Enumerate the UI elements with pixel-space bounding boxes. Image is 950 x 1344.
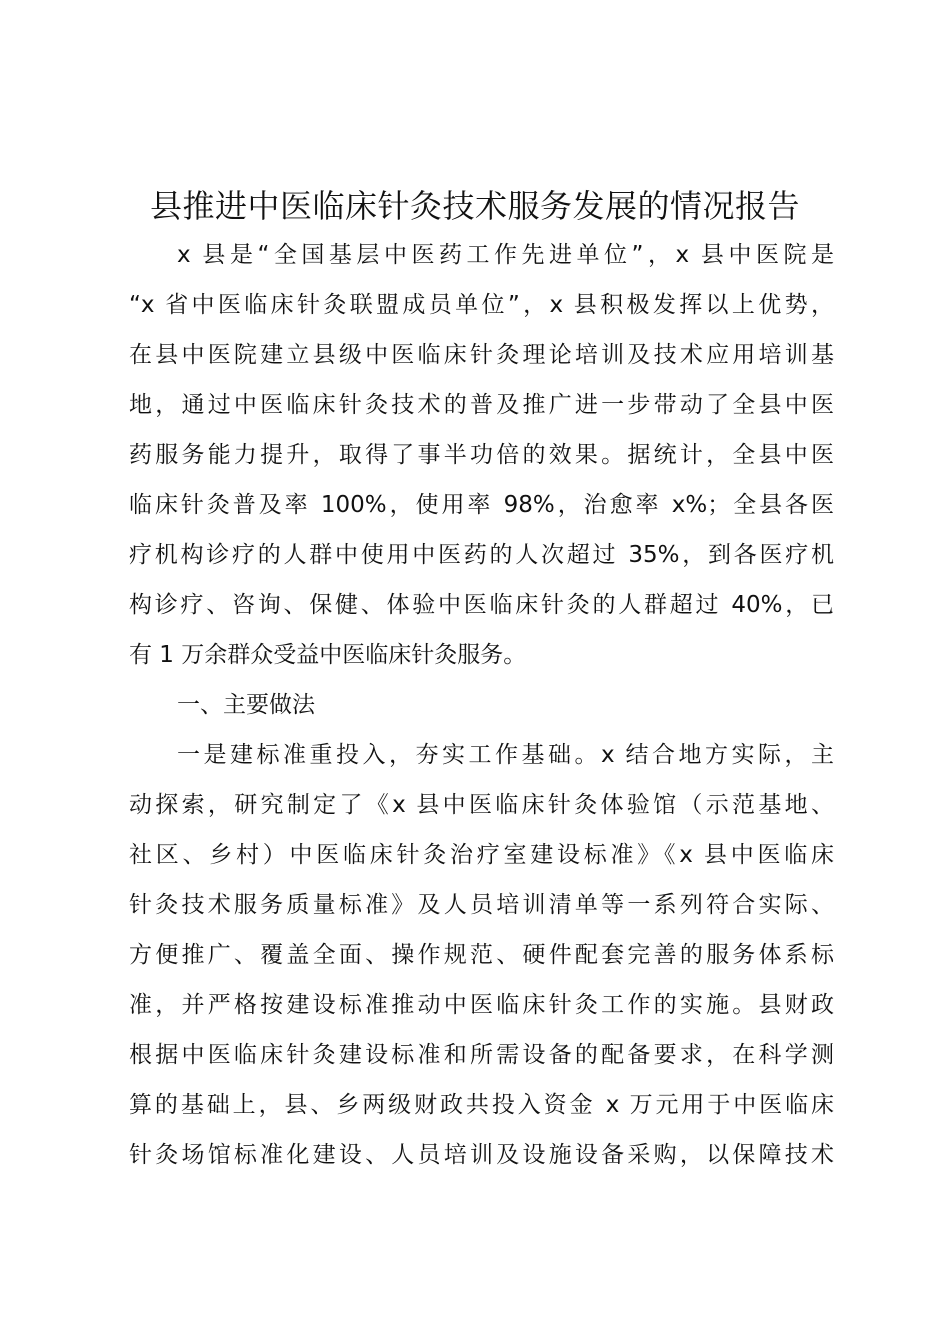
document-title: 县推进中医临床针灸技术服务发展的情况报告: [149, 187, 800, 225]
paragraph-line: 根据中医临床针灸建设标准和所需设备的配备要求，在科学测: [129, 1042, 834, 1068]
paragraph-line: “x 省中医临床针灸联盟成员单位”，x 县积极发挥以上优势，: [129, 292, 834, 318]
paragraph-line: 构诊疗、咨询、保健、体验中医临床针灸的人群超过 40%，已: [129, 592, 834, 618]
paragraph-line: 社区、乡村）中医临床针灸治疗室建设标准》《x 县中医临床: [129, 842, 834, 868]
paragraph-line: 有 1 万余群众受益中医临床针灸服务。: [129, 642, 527, 668]
paragraph-line: 一是建标准重投入，夯实工作基础。x 结合地方实际，主: [177, 742, 834, 768]
paragraph-line: 地，通过中医临床针灸技术的普及推广进一步带动了全县中医: [129, 392, 834, 418]
paragraph-line: 疗机构诊疗的人群中使用中医药的人次超过 35%，到各医疗机: [129, 542, 834, 568]
document-body: [129, 230, 834, 1180]
paragraph-line: 准，并严格按建设标准推动中医临床针灸工作的实施。县财政: [129, 992, 834, 1018]
paragraph-line: 动探索，研究制定了《x 县中医临床针灸体验馆（示范基地、: [129, 792, 834, 818]
paragraph-line: 针灸场馆标准化建设、人员培训及设施设备采购，以保障技术: [129, 1142, 834, 1168]
paragraph-line: x 县是“全国基层中医药工作先进单位”，x 县中医院是: [177, 242, 834, 268]
paragraph-line: 药服务能力提升，取得了事半功倍的效果。据统计，全县中医: [129, 442, 834, 468]
paragraph-line: 临床针灸普及率 100%，使用率 98%，治愈率 x%；全县各医: [129, 492, 834, 518]
paragraph-line: 在县中医院建立县级中医临床针灸理论培训及技术应用培训基: [129, 342, 834, 368]
paragraph-line: 方便推广、覆盖全面、操作规范、硬件配套完善的服务体系标: [129, 942, 834, 968]
paragraph-line: 算的基础上，县、乡两级财政共投入资金 x 万元用于中医临床: [129, 1092, 834, 1118]
paragraph-line: 针灸技术服务质量标准》及人员培训清单等一系列符合实际、: [129, 892, 834, 918]
paragraph-line: 一、主要做法: [177, 692, 315, 718]
